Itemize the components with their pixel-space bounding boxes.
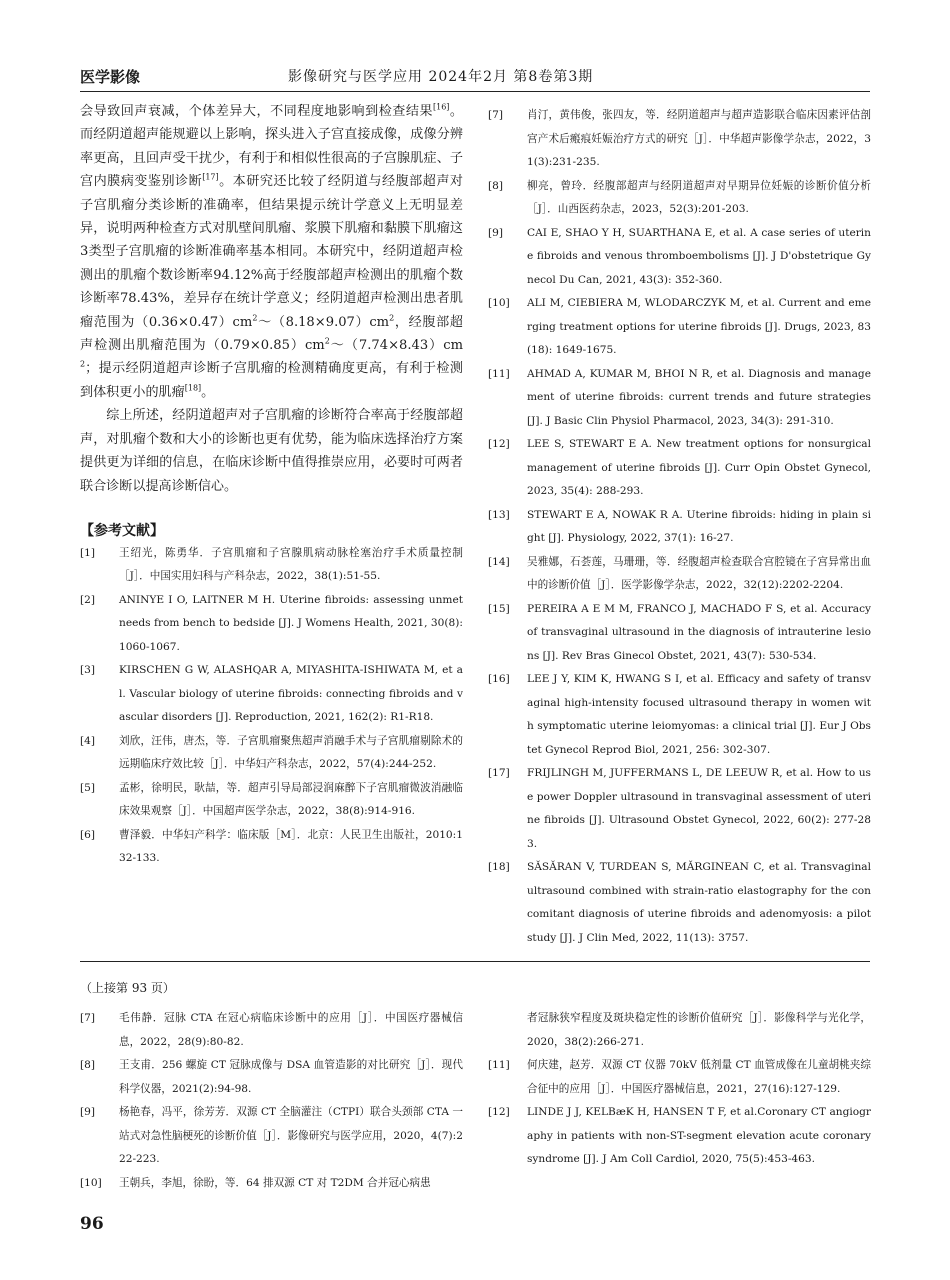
continued-from-label: （上接第 93 页） <box>80 981 175 995</box>
reference-number: [11] <box>488 367 510 380</box>
journal-section-title: 医学影像 <box>80 68 141 86</box>
header-rule <box>80 91 870 92</box>
conclusion-paragraph: 综上所述，经阴道超声对子宫肌瘤的诊断符合率高于经腹部超声，对肌瘤个数和大小的诊断也更有优势，能为临床选择治疗方案提供更为详细的信息，在临床诊断中值得推崇应用，必要时可两者联合诊断以提高诊断信心。 <box>80 408 463 494</box>
reference-text: 王朝兵，李旭，徐盼，等．64 排双源 CT 对 T2DM 合并冠心病患 <box>119 1176 431 1189</box>
reference-item <box>488 598 871 669</box>
reference-item <box>80 777 463 824</box>
reference-number: [9] <box>488 226 504 239</box>
reference-number: [5] <box>80 781 96 794</box>
reference-item <box>80 542 463 589</box>
reference-text: 王绍光，陈勇华．子宫肌瘤和子宫腺肌病动脉栓塞治疗手术质量控制［J］．中国实用妇科与产科杂志，2022，38(1):51-55. <box>119 546 463 583</box>
reference-text: SĂSĂRAN V, TURDEAN S, MĂRGINEAN C, et al. Transvaginal ultrasound combined with strain-ratio elastography for the concomitant diagnosis of uterine fibroids and adenomyosis: a pilot study [J]. J Clin Med, 2022, 11(13): 3757. <box>527 861 871 944</box>
reference-item <box>80 1172 463 1196</box>
reference-text: 王支甫．256 螺旋 CT 冠脉成像与 DSA 血管造影的对比研究［J］．现代科学仪器，2021(2):94-98. <box>119 1059 463 1095</box>
reference-text: 柳亮，曾玲．经腹部超声与经阴道超声对早期异位妊娠的诊断价值分析［J］．山西医药杂志，2023，52(3):201-203. <box>527 179 871 215</box>
reference-text: PEREIRA A E M M, FRANCO J, MACHADO F S, et al. Accuracy of transvaginal ultrasound in the diagnosis of intrauterine lesions [J]. Rev Bras Ginecol Obstet, 2021, 43(7): 530-534. <box>527 602 871 662</box>
reference-item <box>80 1054 463 1101</box>
reference-number: [2] <box>80 593 96 606</box>
reference-number: [16] <box>488 673 510 685</box>
reference-number: [10] <box>80 1176 102 1189</box>
reference-item <box>488 104 871 175</box>
reference-text: 毛伟静．冠脉 CTA 在冠心病临床诊断中的应用［J］．中国医疗器械信息，2022，28(9):80-82. <box>119 1012 463 1048</box>
reference-text: STEWART E A, NOWAK R A. Uterine fibroids: hiding in plain sight [J]. Physiology, 2022, 37(1): 16-27. <box>527 508 871 544</box>
bottom-right-column <box>488 1007 871 1172</box>
reference-text: CAI E, SHAO Y H, SUARTHANA E, et al. A case series of uterine fibroids and venous thromboembolisms [J]. J D'obstetrique Gynecol Du Can, 2021, 43(3): 352-360. <box>527 226 871 286</box>
reference-item <box>488 1054 871 1101</box>
reference-number: [12] <box>488 438 510 450</box>
reference-item <box>80 824 463 871</box>
reference-number: [9] <box>80 1106 96 1118</box>
reference-text: 杨艳春，冯平，徐芳芳．双源 CT 全脑灌注（CTPI）联合头颈部 CTA 一站式对急性脑梗死的诊断价值［J］．影像研究与医学应用，2020，4(7):222-223. <box>119 1106 463 1165</box>
reference-item <box>80 730 463 777</box>
reference-text: KIRSCHEN G W, ALASHQAR A, MIYASHITA-ISHIWATA M, et al. Vascular biology of uterine fibroids: connecting fibroids and vascular disorders [J]. Reproduction, 2021, 162(2): R1-R18. <box>119 664 463 724</box>
reference-number: [1] <box>80 546 96 559</box>
reference-item <box>80 1101 463 1172</box>
reference-item <box>488 222 871 293</box>
right-column <box>488 104 871 950</box>
reference-item <box>488 551 871 598</box>
reference-text: 孟彬，徐明民，耿喆，等．超声引导局部浸润麻醉下子宫肌瘤微波消融临床效果观察［J］．中国超声医学杂志，2022，38(8):914-916. <box>119 781 463 818</box>
reference-text: ANINYE I O, LAITNER M H. Uterine fibroids: assessing unmet needs from bench to bedside [J]. J Womens Health, 2021, 30(8): 1060-1067. <box>119 593 463 653</box>
reference-number: [12] <box>488 1106 510 1118</box>
references-heading: 【参考文献】 <box>80 522 164 539</box>
journal-issue-info: 影像研究与医学应用 2024年2月 第8卷第3期 <box>288 69 594 85</box>
reference-item <box>488 762 871 856</box>
reference-number: [17] <box>488 767 510 779</box>
reference-item <box>488 433 871 504</box>
reference-number: [7] <box>80 1012 96 1024</box>
references-list-right <box>488 104 871 950</box>
reference-text: LEE S, STEWART E A. New treatment options for nonsurgical management of uterine fibroids [J]. Curr Opin Obstet Gynecol, 2023, 35(4): 288-293. <box>527 438 871 497</box>
reference-text: 曹泽毅．中华妇产科学：临床版［M］．北京：人民卫生出版社，2010:132-133. <box>119 828 463 865</box>
reference-number: [11] <box>488 1059 510 1071</box>
reference-text: LEE J Y, KIM K, HWANG S I, et al. Efficacy and safety of transvaginal high-intensity focused ultrasound therapy in women with symptomatic uterine leiomyomas: a clinical trial [J]. Eur J Obstet Gynecol Reprod Biol, 2021, 256: 302-307. <box>527 673 871 756</box>
reference-text: AHMAD A, KUMAR M, BHOI N R, et al. Diagnosis and management of uterine fibroids: current trends and future strategies [J]. J Basic Clin Physiol Pharmacol, 2023, 34(3): 291-310. <box>527 367 871 427</box>
reference-continuation: 者冠脉狭窄程度及斑块稳定性的诊断价值研究［J］．影像科学与光化学，2020，38(2):266-271. <box>527 1012 871 1048</box>
reference-number: [4] <box>80 734 96 747</box>
reference-item <box>488 292 871 363</box>
reference-number: [13] <box>488 508 510 521</box>
reference-text: 吴雅娜，石荟莲，马珊珊，等．经腹超声检查联合宫腔镜在子宫异常出血中的诊断价值［J］．医学影像学杂志，2022，32(12):2202-2204. <box>527 555 871 591</box>
bottom-references-right <box>488 1054 871 1172</box>
reference-number: [6] <box>80 828 96 841</box>
reference-text: 肖汀，黄伟俊，张四友，等．经阴道超声与超声造影联合临床因素评估剖宫产术后瘢痕妊娠治疗方式的研究［J］．中华超声影像学杂志，2022，31(3):231-235. <box>527 109 871 168</box>
reference-number: [14] <box>488 555 510 568</box>
reference-text: LINDE J J, KELBæK H, HANSEN T F, et al.Coronary CT angiography in patients with non-ST-segment elevation acute coronary syndrome [J]. J Am Coll Cardiol, 2020, 75(5):453-463. <box>527 1106 871 1165</box>
reference-item <box>80 1007 463 1054</box>
reference-item <box>488 1101 871 1172</box>
reference-item <box>488 856 871 950</box>
left-column <box>80 100 463 871</box>
reference-number: [3] <box>80 664 96 677</box>
reference-item <box>488 668 871 762</box>
reference-text: 刘欣，汪伟，唐杰，等．子宫肌瘤聚焦超声消融手术与子宫肌瘤剔除术的远期临床疗效比较［J］．中华妇产科杂志，2022，57(4):244-252. <box>119 734 463 771</box>
reference-item <box>80 589 463 660</box>
reference-text: FRIJLINGH M, JUFFERMANS L, DE LEEUW R, et al. How to use power Doppler ultrasound in transvaginal assessment of uterine fibroids [J]. Ultrasound Obstet Gynecol, 2022, 60(2): 277-283. <box>527 767 871 850</box>
reference-item <box>488 504 871 551</box>
bottom-references-left <box>80 1007 463 1195</box>
reference-text: ALI M, CIEBIERA M, WLODARCZYK M, et al. Current and emerging treatment options for uterine fibroids [J]. Drugs, 2023, 83(18): 1649-1675. <box>527 297 871 356</box>
reference-number: [15] <box>488 602 510 615</box>
reference-item <box>80 659 463 730</box>
page-header <box>80 66 870 88</box>
reference-number: [8] <box>488 179 504 192</box>
reference-number: [18] <box>488 861 510 873</box>
section-rule <box>80 961 870 962</box>
discussion-paragraph-1: 会导致回声衰减，个体差异大，不同程度地影响到检查结果[16]。而经阴道超声能规避以上影响，探头进入子宫直接成像，成像分辨率更高，且回声受干扰少，有利于和相似性很高的子宫腺肌症、子宫内膜病变鉴别诊断[17]。本研究还比较了经阴道与经腹部超声对子宫肌瘤分类诊断的准确率，但结果提示统计学意义上无明显差异，说明两种检查方式对肌壁间肌瘤、浆膜下肌瘤和黏膜下肌瘤这3类型子宫肌瘤的诊断准确率基本相同。本研究中，经阴道超声检测出的肌瘤个数诊断率94.12%高于经腹部超声检测出的肌瘤个数诊断率78.43%，差异存在统计学意义；经阴道超声检测出患者肌瘤范围为$(0.36\times 0.47)cm^2\sim(8.18\times 9.07)cm^2$，经腹部超声检测出肌瘤范围为$(0.79\times 0.85)cm^2\sim(7.74\times 8.43)cm^2$；提示经阴道超声诊断子宫肌瘤的检测精确度更高，有利于检测到体积更小的肌瘤[18]。 <box>80 102 464 400</box>
references-list-left <box>80 542 463 871</box>
reference-number: [8] <box>80 1059 96 1071</box>
reference-item <box>488 363 871 434</box>
reference-number: [7] <box>488 109 504 121</box>
reference-number: [10] <box>488 297 510 309</box>
reference-text: 何庆建，赵芳．双源 CT 仪器 70kV 低剂量 CT 血管成像在儿童胡桃夹综合征中的应用［J］．中国医疗器械信息，2021，27(16):127-129. <box>527 1059 871 1095</box>
reference-item <box>488 175 871 222</box>
page-number: 96 <box>80 1214 104 1234</box>
bottom-left-column <box>80 1007 463 1195</box>
